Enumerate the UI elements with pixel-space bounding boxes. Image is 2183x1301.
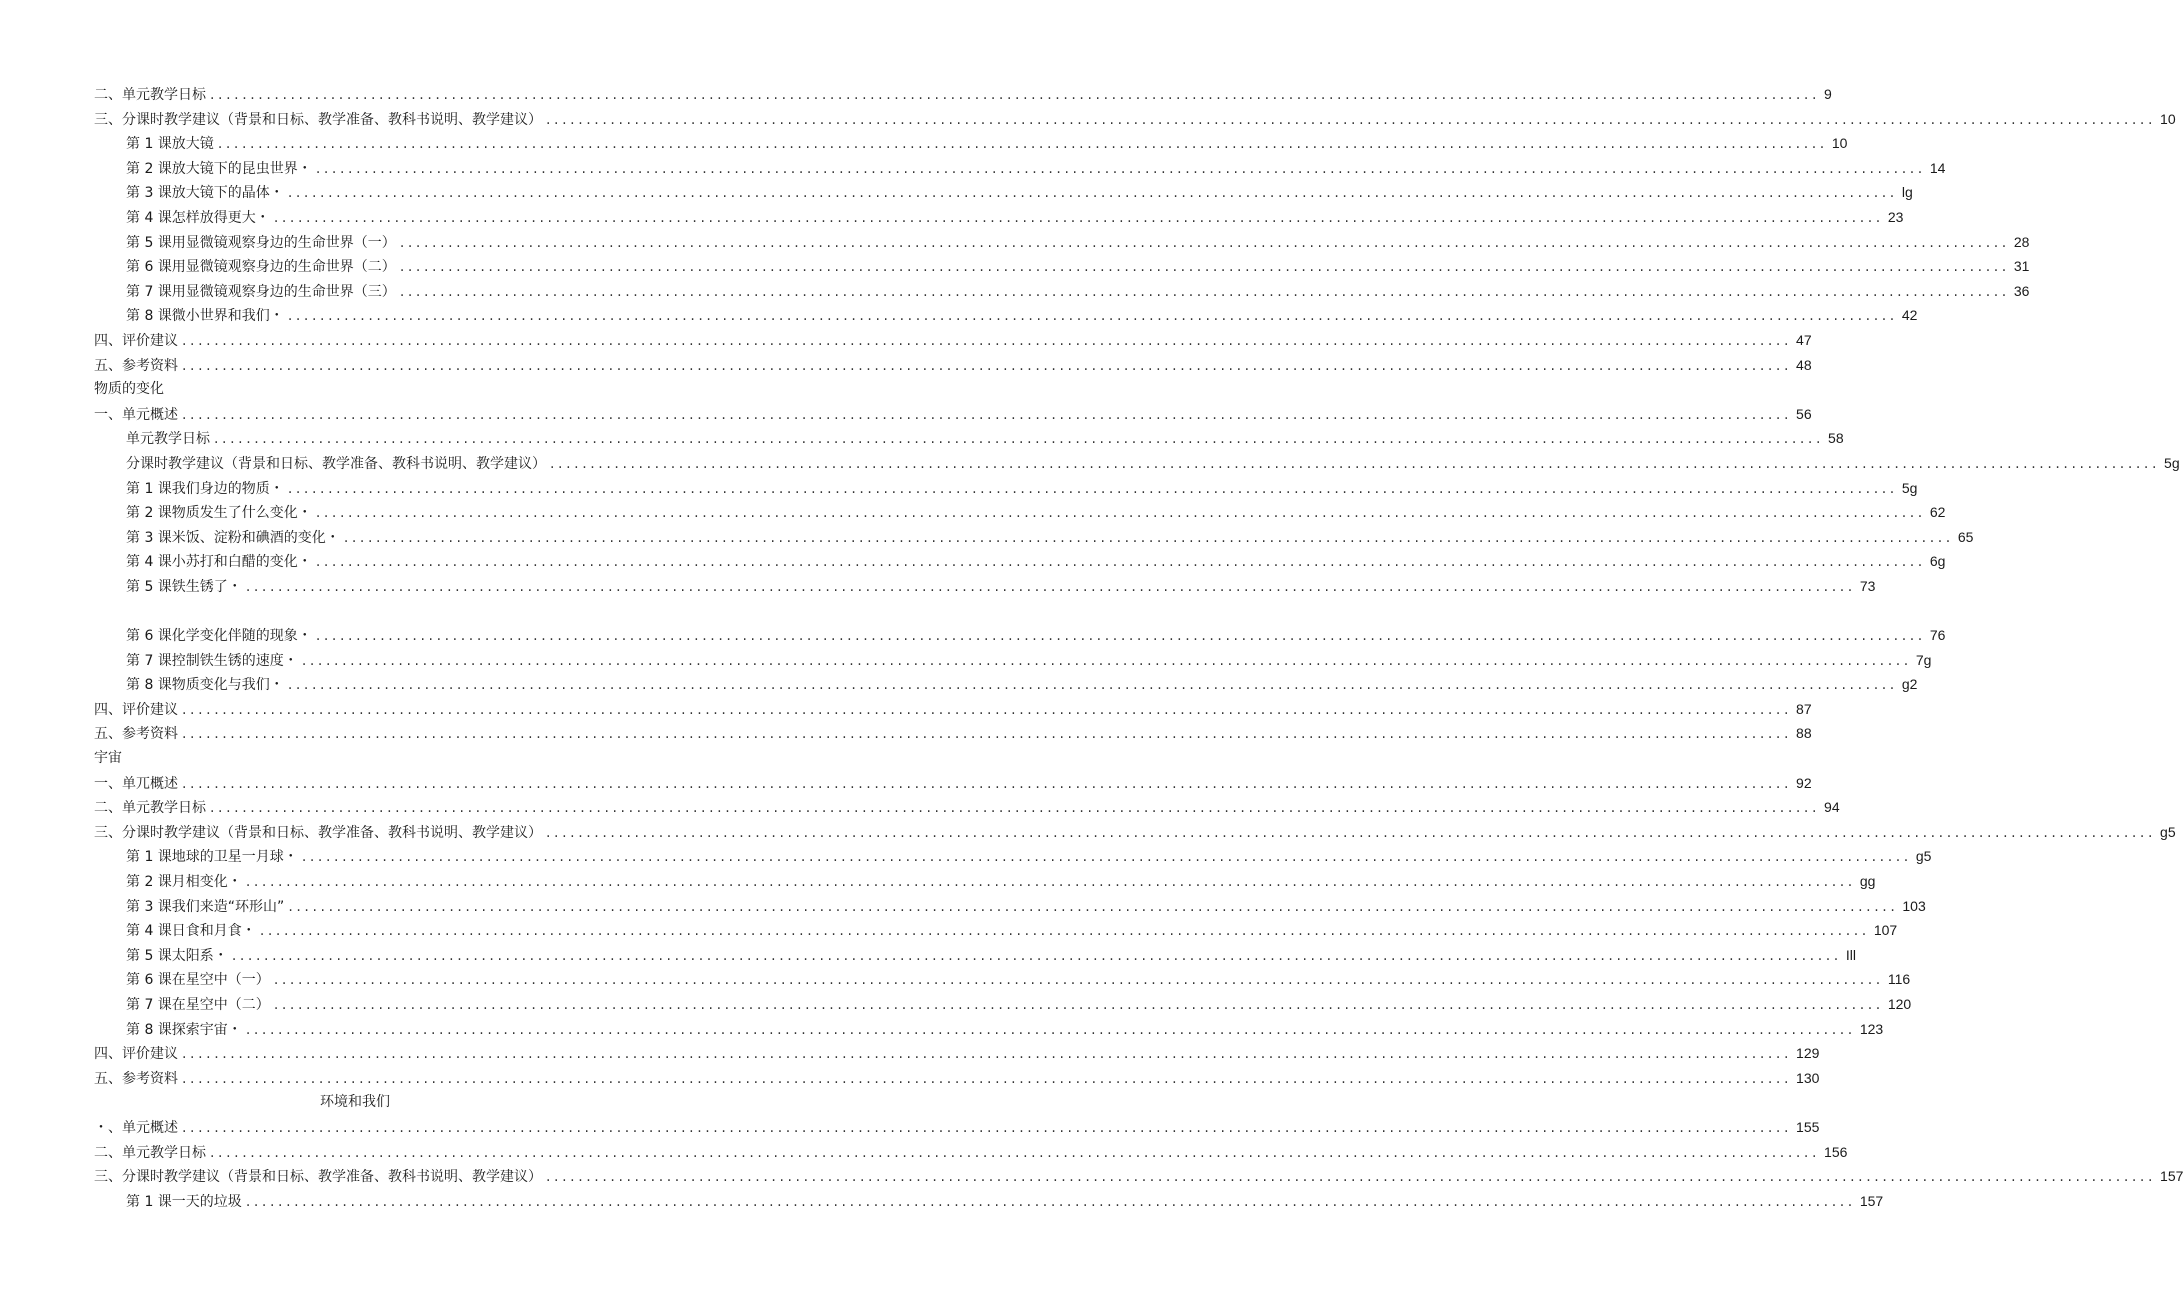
- toc-entry[interactable]: [94, 721, 1812, 747]
- toc-page-number: 9: [1824, 86, 1832, 102]
- toc-entry[interactable]: [94, 1066, 1820, 1092]
- dot-leader: ........................................................................................................................................................................................................: [182, 357, 1793, 374]
- toc-entry[interactable]: [126, 672, 1918, 698]
- toc-entry-title: 第 6 课化学变化伴随的现象・: [126, 628, 312, 645]
- toc-row: [0, 180, 1913, 205]
- toc-page-number: 157: [2160, 1168, 2183, 1185]
- toc-entry[interactable]: [126, 844, 1932, 870]
- dot-leader: ........................................................................................................................................................................................................: [217, 136, 1828, 153]
- dot-leader: ........................................................................................................................................................................................................: [245, 578, 1856, 595]
- toc-row: [0, 1164, 2183, 1189]
- dot-leader: ........................................................................................................................................................................................................: [273, 209, 1884, 226]
- toc-spacer: [0, 598, 920, 623]
- toc-row: [0, 500, 1946, 525]
- toc-page-number: 94: [1824, 799, 1840, 816]
- toc-page-number: 36: [2013, 282, 2030, 299]
- toc-page-number: 5g: [2164, 454, 2180, 471]
- dot-leader: ........................................................................................................................................................................................................: [182, 406, 1793, 423]
- toc-entry[interactable]: [94, 820, 2176, 846]
- toc-row: [0, 869, 1876, 894]
- toc-entry-title: 第 5 课太阳系・: [126, 947, 228, 964]
- toc-page-number: g5: [2160, 823, 2176, 840]
- section-heading: 物质的变化: [94, 381, 164, 398]
- toc-entry-title: 一、单兀概述: [94, 775, 178, 792]
- toc-page-number: 23: [1887, 208, 1904, 225]
- dot-leader: ........................................................................................................................................................................................................: [287, 677, 1898, 694]
- toc-row: [0, 476, 1918, 501]
- toc-entry[interactable]: [126, 992, 1912, 1018]
- toc-entry[interactable]: [126, 156, 1946, 182]
- toc-entry-title: 第 2 课物质发生了什么变化・: [126, 505, 312, 522]
- dot-leader: ........................................................................................................................................................................................................: [259, 923, 1870, 940]
- toc-page-number: gg: [1859, 873, 1876, 889]
- dot-leader: ........................................................................................................................................................................................................: [399, 283, 2010, 300]
- toc-page-number: 6g: [1929, 553, 1946, 570]
- toc-entry-title: 第 7 课控制铁生锈的速度・: [126, 652, 298, 669]
- toc-entry[interactable]: [126, 180, 1913, 206]
- toc-page-number: 103: [1902, 897, 1926, 914]
- toc-page-number: 28: [2013, 233, 2030, 250]
- toc-entry[interactable]: [126, 623, 1946, 649]
- toc-row: [0, 328, 1812, 353]
- toc-entry[interactable]: [126, 131, 1848, 157]
- toc-row: [0, 992, 1912, 1017]
- toc-entry-title: 第 5 课铁生锈了・: [126, 578, 242, 595]
- toc-entry[interactable]: [94, 697, 1812, 723]
- toc-entry-title: 第 8 课探索宇宙・: [126, 1021, 242, 1038]
- toc-entry-title: 三、分课时教学建议（背景和日标、教学准备、教科书说明、教学建议）: [94, 111, 542, 128]
- toc-page-number: 5g: [1901, 479, 1918, 496]
- toc-entry[interactable]: [94, 795, 1840, 821]
- toc-row: [0, 648, 1932, 673]
- toc-page-number: 129: [1796, 1045, 1820, 1062]
- toc-entry[interactable]: [94, 82, 1832, 108]
- toc-row: [0, 82, 1832, 107]
- toc-row: [0, 943, 1856, 968]
- toc-row: [0, 402, 1812, 427]
- toc-row: [0, 377, 920, 402]
- toc-entry[interactable]: [94, 1140, 1848, 1166]
- toc-page-number: 123: [1859, 1020, 1884, 1037]
- toc-page-number: 10: [1831, 135, 1848, 152]
- toc-entry[interactable]: [94, 1041, 1820, 1067]
- toc-entry-title: 二、单元教学日标: [94, 1144, 206, 1161]
- toc-row: [0, 672, 1918, 697]
- dot-leader: ........................................................................................................................................................................................................: [301, 849, 1912, 866]
- section-heading: 宇宙: [94, 750, 122, 767]
- dot-leader: ........................................................................................................................................................................................................: [315, 160, 1926, 177]
- toc-entry[interactable]: [126, 894, 1926, 920]
- toc-page-number: 31: [2013, 258, 2030, 275]
- toc-row: [0, 1066, 1820, 1091]
- toc-entry[interactable]: [126, 426, 1844, 452]
- toc-entry-title: 五、参考资料: [94, 357, 178, 374]
- toc-entry-title: 一、单元概述: [94, 406, 178, 423]
- toc-page-number: g2: [1901, 676, 1918, 693]
- dot-leader: ........................................................................................................................................................................................................: [182, 332, 1793, 349]
- table-of-contents: [0, 82, 2183, 1213]
- toc-row: [0, 623, 1946, 648]
- toc-row: [0, 549, 1946, 574]
- dot-leader: ........................................................................................................................................................................................................: [182, 1046, 1793, 1063]
- toc-page-number: 47: [1796, 331, 1812, 348]
- dot-leader: ........................................................................................................................................................................................................: [273, 972, 1884, 989]
- toc-entry[interactable]: [126, 549, 1946, 575]
- toc-entry-title: 三、分课时教学建议（背景和日标、教学准备、教科书说明、教学建议）: [94, 824, 542, 841]
- toc-entry[interactable]: [126, 918, 1898, 944]
- toc-entry[interactable]: [126, 205, 1904, 231]
- toc-entry[interactable]: [126, 279, 2030, 305]
- toc-page-number: 87: [1796, 700, 1812, 717]
- dot-leader: ........................................................................................................................................................................................................: [399, 259, 2010, 276]
- toc-page-number: 76: [1929, 627, 1946, 644]
- toc-entry[interactable]: [94, 107, 2176, 133]
- dot-leader: ........................................................................................................................................................................................................: [273, 996, 1884, 1013]
- dot-leader: ........................................................................................................................................................................................................: [546, 824, 2157, 841]
- toc-page-number: 58: [1828, 430, 1844, 447]
- toc-entry-title: 五、参考资料: [94, 1070, 178, 1087]
- toc-page-number: 92: [1796, 774, 1812, 791]
- toc-entry-title: 第 7 课用显微镜观察身边的生命世界（三）: [126, 283, 396, 300]
- toc-row: [0, 844, 1932, 869]
- toc-entry[interactable]: [126, 967, 1911, 993]
- toc-entry-title: 二、单元教学日标: [94, 800, 206, 817]
- toc-row: [0, 205, 1904, 230]
- toc-row: [0, 426, 1844, 451]
- section-heading: 环境和我们: [320, 1094, 390, 1111]
- toc-entry[interactable]: [94, 353, 1812, 379]
- dot-leader: ........................................................................................................................................................................................................: [182, 1070, 1793, 1087]
- toc-row: [0, 254, 2030, 279]
- toc-entry[interactable]: [126, 943, 1856, 969]
- toc-page-number: Ill: [1845, 946, 1856, 963]
- toc-entry-title: 第 5 课用显微镜观察身边的生命世界（一）: [126, 234, 396, 251]
- toc-entry-title: 单元教学日标: [126, 431, 210, 448]
- toc-entry-title: 三、分课时教学建议（背景和日标、教学准备、教科书说明、教学建议）: [94, 1169, 542, 1186]
- toc-entry[interactable]: [94, 771, 1812, 797]
- dot-leader: ........................................................................................................................................................................................................: [287, 480, 1898, 497]
- toc-entry[interactable]: [94, 1164, 2183, 1190]
- dot-leader: ........................................................................................................................................................................................................: [231, 947, 1842, 964]
- dot-leader: ........................................................................................................................................................................................................: [399, 234, 2010, 251]
- toc-page-number: 73: [1859, 577, 1876, 594]
- dot-leader: ........................................................................................................................................................................................................: [214, 431, 1825, 448]
- toc-entry-title: 第 2 课放大镜下的昆虫世界・: [126, 160, 312, 177]
- dot-leader: ........................................................................................................................................................................................................: [301, 652, 1912, 669]
- toc-row: [0, 894, 1926, 919]
- toc-page-number: 56: [1796, 405, 1812, 422]
- toc-page-number: 116: [1887, 971, 1911, 988]
- toc-page-number: 7g: [1915, 651, 1932, 668]
- toc-entry-title: 第 1 课地球的卫星一月球・: [126, 849, 298, 866]
- toc-page-number: 14: [1929, 159, 1946, 176]
- toc-entry-title: 第 6 课在星空中（一）: [126, 972, 270, 989]
- toc-entry[interactable]: [126, 476, 1918, 502]
- toc-row: [0, 230, 2030, 255]
- toc-row: [0, 1017, 1884, 1042]
- toc-entry-title: 第 1 课我们身边的物质・: [126, 480, 284, 497]
- toc-entry-title: 五、参考资料: [94, 726, 178, 743]
- toc-entry-title: 第 3 课放大镜下的晶体・: [126, 185, 284, 202]
- toc-row: [0, 697, 1812, 722]
- dot-leader: ........................................................................................................................................................................................................: [315, 505, 1926, 522]
- toc-row: [0, 1189, 1884, 1214]
- dot-leader: ........................................................................................................................................................................................................: [182, 701, 1793, 718]
- toc-page-number: 42: [1901, 307, 1918, 324]
- dot-leader: ........................................................................................................................................................................................................: [287, 308, 1898, 325]
- toc-row: [0, 820, 2176, 845]
- toc-entry-title: ・、单元概述: [94, 1119, 178, 1136]
- toc-entry[interactable]: [126, 1017, 1884, 1043]
- toc-entry[interactable]: [94, 402, 1812, 428]
- toc-page-number: g5: [1915, 848, 1932, 865]
- toc-row: [0, 525, 1974, 550]
- dot-leader: ........................................................................................................................................................................................................: [245, 1021, 1856, 1038]
- toc-page-number: 62: [1929, 504, 1946, 521]
- toc-row: [0, 156, 1946, 181]
- dot-leader: ........................................................................................................................................................................................................: [287, 185, 1898, 202]
- toc-entry-title: 第 4 课怎样放得更大・: [126, 209, 270, 226]
- toc-entry[interactable]: [94, 328, 1812, 354]
- toc-page-number: 107: [1873, 922, 1898, 939]
- toc-row: [0, 967, 1911, 992]
- dot-leader: ........................................................................................................................................................................................................: [182, 1119, 1793, 1136]
- dot-leader: ........................................................................................................................................................................................................: [245, 1193, 1856, 1210]
- toc-page-number: 65: [1957, 528, 1974, 545]
- toc-entry[interactable]: [126, 574, 1876, 600]
- dot-leader: ........................................................................................................................................................................................................: [245, 874, 1856, 890]
- dot-leader: ........................................................................................................................................................................................................: [210, 1144, 1821, 1161]
- dot-leader: ........................................................................................................................................................................................................: [550, 455, 2161, 472]
- toc-entry[interactable]: [126, 869, 1876, 895]
- toc-row: [0, 279, 2030, 304]
- toc-page-number: 156: [1824, 1143, 1848, 1160]
- toc-row: [0, 1041, 1820, 1066]
- toc-entry[interactable]: [126, 451, 2180, 477]
- dot-leader: ........................................................................................................................................................................................................: [343, 529, 1954, 546]
- toc-entry-title: 二、单元教学日标: [94, 87, 206, 103]
- toc-page-number: 120: [1887, 995, 1912, 1012]
- toc-entry-title: 第 4 课日食和月食・: [126, 923, 256, 940]
- toc-entry[interactable]: [126, 648, 1932, 674]
- toc-page-number: 130: [1796, 1069, 1820, 1086]
- toc-entry[interactable]: [126, 1189, 1884, 1215]
- toc-row: [0, 1115, 1820, 1140]
- toc-page-number: 155: [1796, 1118, 1820, 1135]
- toc-entry[interactable]: [126, 525, 1974, 551]
- toc-row: [0, 131, 1848, 156]
- toc-entry[interactable]: [126, 303, 1918, 329]
- dot-leader: ........................................................................................................................................................................................................: [182, 775, 1793, 792]
- toc-entry-title: 第 3 课我们来造“环形山”: [126, 898, 285, 915]
- toc-page-number: 88: [1796, 725, 1812, 742]
- toc-row: [0, 1090, 920, 1115]
- toc-entry-title: 第 3 课米饭、淀粉和碘酒的变化・: [126, 529, 340, 546]
- toc-row: [0, 771, 1812, 796]
- dot-leader: ........................................................................................................................................................................................................: [546, 1169, 2157, 1186]
- toc-row: [0, 721, 1812, 746]
- toc-entry[interactable]: [94, 1115, 1820, 1141]
- toc-row: [0, 746, 920, 771]
- toc-page-number: 157: [1859, 1192, 1884, 1209]
- toc-entry[interactable]: [126, 230, 2030, 256]
- toc-entry-title: 第 1 课一天的垃圾: [126, 1193, 242, 1210]
- toc-row: [0, 107, 2176, 132]
- toc-entry-title: 第 8 课微小世界和我们・: [126, 308, 284, 325]
- dot-leader: ........................................................................................................................................................................................................: [546, 111, 2157, 128]
- toc-page-number: 10: [2160, 110, 2176, 127]
- dot-leader: ........................................................................................................................................................................................................: [288, 898, 1899, 915]
- toc-entry-title: 四、评价建议: [94, 1046, 178, 1063]
- dot-leader: ........................................................................................................................................................................................................: [182, 726, 1793, 743]
- toc-page-number: 48: [1796, 356, 1812, 373]
- toc-row: [0, 451, 2180, 476]
- toc-entry-title: 分课时教学建议（背景和日标、教学准备、教科书说明、教学建议）: [126, 455, 546, 472]
- toc-entry-title: 第 2 课月相变化・: [126, 874, 242, 890]
- toc-entry-title: 四、评价建议: [94, 332, 178, 349]
- toc-entry-title: 第 6 课用显微镜观察身边的生命世界（二）: [126, 259, 396, 276]
- dot-leader: ........................................................................................................................................................................................................: [315, 554, 1926, 571]
- toc-row: [0, 1140, 1848, 1165]
- toc-row: [0, 918, 1898, 943]
- toc-entry[interactable]: [126, 500, 1946, 526]
- dot-leader: ........................................................................................................................................................................................................: [210, 800, 1821, 817]
- toc-row: [0, 795, 1840, 820]
- toc-entry-title: 四、评价建议: [94, 701, 178, 718]
- toc-entry-title: 第 7 课在星空中（二）: [126, 996, 270, 1013]
- toc-entry[interactable]: [126, 254, 2030, 280]
- toc-entry-title: 第 1 课放大镜: [126, 136, 214, 153]
- toc-row: [0, 353, 1812, 378]
- toc-page-number: lg: [1901, 184, 1913, 201]
- dot-leader: ........................................................................................................................................................................................................: [210, 87, 1821, 103]
- toc-entry-title: 第 8 课物质变化与我们・: [126, 677, 284, 694]
- toc-row: [0, 574, 1876, 599]
- toc-row: [0, 303, 1918, 328]
- dot-leader: ........................................................................................................................................................................................................: [315, 628, 1926, 645]
- toc-entry-title: 第 4 课小苏打和白醋的变化・: [126, 554, 312, 571]
